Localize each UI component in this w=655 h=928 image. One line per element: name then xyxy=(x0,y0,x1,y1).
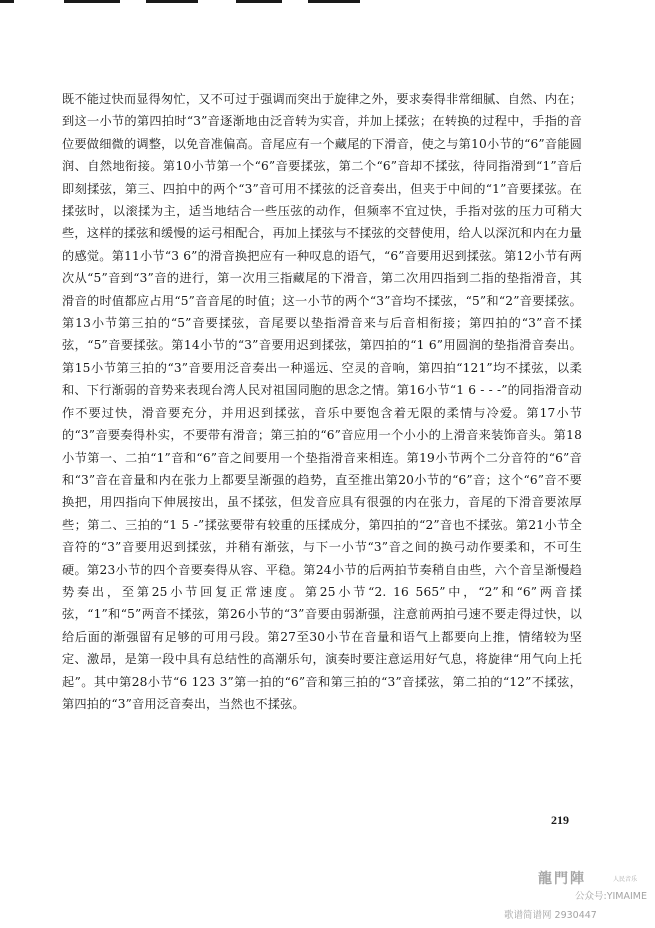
rule-segment xyxy=(308,0,360,3)
watermark-logo-sub: 人民音乐 xyxy=(613,876,638,883)
body-paragraph: 既不能过快而显得匆忙，又不可过于强调而突出于旋律之外，要求奏得非常细腻、自然、内在；到这一小节的第四拍时“3”音逐渐地由泛音转为实音，并加上揉弦；在转换的过程中，手指的音位要做细微的调整，以免音准偏高。音尾应有一个藏尾的下滑音，使之与第10小节的“6”音能圆润、自然地衔接。第10小节第一个“6”音要揉弦，第二个“6”音却不揉弦，待同指滑到“1”音后即刻揉弦，第三、四拍中的两个“3”音可用不揉弦的泛音奏出，但夹于中间的“1”音要揉弦。在揉弦时，以滚揉为主，适当地结合一些压弦的动作，但频率不宜过快，手指对弦的压力可稍大些，这样的揉弦和缓慢的运弓相配合，再加上揉弦与不揉弦的交替使用，给人以深沉和内在力量的感觉。第11小节“3 6”的滑音换把应有一种叹息的语气，“6”音要用迟到揉弦。第12小节有两次从“5”音到“3”音的进行，第一次用三指藏尾的下滑音，第二次用四指到二指的垫指滑音，其滑音的时值都应占用“5”音音尾的时值；这一小节的两个“3”音均不揉弦，“5”和“2”音要揉弦。第13小节第三拍的“5”音要揉弦，音尾要以垫指滑音来与后音相衔接；第四拍的“3”音不揉弦，“5”音要揉弦。第14小节的“3”音要用迟到揉弦，第四拍的“1 6”用圆润的垫指滑音奏出。第15小节第三拍的“3”音要用泛音奏出一种遥远、空灵的音响，第四拍“121”均不揉弦，以柔和、下行渐弱的音势来表现台湾人民对祖国同胞的思念之情。第16小节“1 6 - - -”的同指滑音动作不要过快，滑音要充分，并用迟到揉弦，音乐中要饱含着无限的柔情与冷爱。第17小节的“3”音要奏得朴实，不要带有滑音；第三拍的“6”音应用一个小小的上滑音来装饰音头。第18小节第一、二拍“1”音和“6”音之间要用一个垫指滑音来相连。第19小节两个二分音符的“6”音和“3”音在音量和内在张力上都要呈渐强的趋势，直至推出第20小节的“6”音；这个“6”音不要换把，用四指向下伸展按出，虽不揉弦，但发音应具有很强的内在张力，音尾的下滑音要浓厚些；第二、三拍的“1 5 -”揉弦要带有较重的压揉成分，第四拍的“2”音也不揉弦。第21小节全音符的“3”音要用迟到揉弦，并稍有渐弦，与下一小节“3”音之间的换弓动作要柔和，不可生硬。第23小节的四个音要奏得从容、平稳。第24小节的后两拍节奏稍自由些，六个音呈渐慢趋势奏出，至第25小节回复正常速度。第25小节“2. 16 565”中，“2”和“6”两音揉弦，“1”和“5”两音不揉弦，第26小节的“3”音要由弱渐强，注意前两拍弓速不要走得过快，以给后面的渐强留有足够的可用弓段。第27至30小节在音量和语气上都要向上推，情绪较为坚定、激昂，是第一段中具有总结性的高潮乐句，演奏时要注意运用好气息，将旋律“用气向上托起”。其中第28小节“6 123 3”第一拍的“6”音和第三拍的“3”音揉弦，第二拍的“12”不揉弦，第四拍的“3”音用泛音奏出，当然也不揉弦。 xyxy=(62,92,582,711)
rule-segment xyxy=(0,0,14,3)
rule-segment xyxy=(64,0,120,3)
watermark-account: 公众号:YIMAIME xyxy=(575,891,648,902)
rule-segment xyxy=(146,0,198,3)
rule-segment xyxy=(236,0,282,3)
watermark-logo: 龍門陣 xyxy=(538,871,586,887)
top-rule-fragments xyxy=(0,0,655,6)
page-number: 219 xyxy=(551,813,569,827)
watermark-site: 歌谱简谱网 2930447 xyxy=(504,910,597,921)
watermark xyxy=(492,866,655,928)
